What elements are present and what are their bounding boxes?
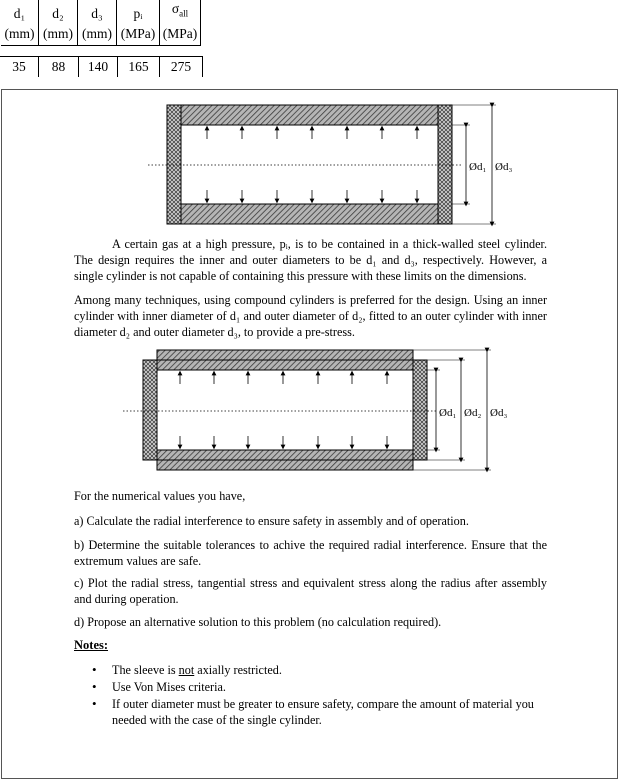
label-d1: Ød₁: [469, 161, 487, 173]
right-end-cap: [438, 105, 452, 224]
note-3: • If outer diameter must be greater to ensure safety, compare the amount of material you needed with the case of the single cylinder.: [92, 696, 550, 728]
top-wall: [167, 105, 452, 125]
left-end-cap-2: [143, 360, 157, 460]
symbol-pi: pᵢ: [117, 0, 160, 23]
pressure-arrows-top-2: [180, 373, 387, 384]
outer-cylinder-bottom: [157, 460, 413, 470]
bottom-wall: [167, 204, 452, 224]
figure-single-cylinder: [148, 105, 512, 224]
label-d3-2: Ød₃: [490, 407, 508, 419]
note-1-underlined: not: [178, 663, 195, 677]
symbol-sigma-all: $\sigma_{all}$: [160, 0, 201, 23]
value-d2: 88: [39, 57, 79, 78]
unit-sigma-all: (MPa): [160, 23, 201, 46]
label-d3: Ød₃: [495, 161, 513, 173]
notes-list: [92, 662, 550, 729]
note-1-post: axially restricted.: [194, 663, 282, 677]
label-d1-2: Ød₁: [439, 407, 457, 419]
right-end-cap-2: [413, 360, 427, 460]
compound-paragraph: Among many techniques, using compound cylinders is preferred for the design. Using an inner cylinder with inner diameter of d₁ and outer diameter of d₂, fitted to an outer cylinder with inner diameter d₂ and outer diameter d₃, to provide a pre-stress.: [74, 293, 547, 339]
label-d2-2: Ød₂: [464, 407, 482, 419]
intro-paragraph: A certain gas at a high pressure, pᵢ, is to be contained in a thick-walled steel cylinder. The design requires the inner and outer diameters to be d₁ and d₃, respectively. However, a single cylinder is not capable of containing this pressure with these limits on the dimensions.: [74, 237, 547, 283]
unit-d2: (mm): [39, 23, 78, 46]
question-b: b) Determine the suitable tolerances to achive the required radial interference. Ensure that the extremum values are safe.: [74, 538, 547, 568]
value-sigma-all: 275: [160, 57, 203, 78]
outer-cylinder-top: [157, 350, 413, 360]
value-pi: 165: [118, 57, 160, 78]
note-1-pre: The sleeve is: [112, 663, 179, 677]
notes-heading: Notes:: [74, 638, 109, 652]
note-1: [92, 662, 550, 678]
pressure-arrows-bottom-2: [180, 436, 387, 447]
unit-d3: (mm): [78, 23, 117, 46]
question-d: d) Propose an alternative solution to this problem (no calculation required).: [74, 615, 442, 629]
inner-cylinder-top: [157, 360, 413, 370]
pressure-arrows-top: [207, 128, 417, 139]
sigma-subscript: all: [179, 8, 189, 19]
question-c: c) Plot the radial stress, tangential stress and equivalent stress along the radius after assembly and during operation.: [74, 576, 547, 606]
note-2: • Use Von Mises criteria.: [92, 679, 550, 695]
pressure-arrows-bottom: [207, 190, 417, 201]
unit-d1: (mm): [1, 23, 39, 46]
value-d1: 35: [0, 57, 39, 78]
symbol-d3: d₃: [78, 0, 117, 23]
left-end-cap: [167, 105, 181, 224]
unit-pi: (MPa): [117, 23, 160, 46]
value-d3: 140: [79, 57, 118, 78]
symbol-d1: d₁: [1, 0, 39, 23]
question-a: a) Calculate the radial interference to ensure safety in assembly and of operation.: [74, 514, 469, 528]
symbol-d2: d₂: [39, 0, 78, 23]
inner-cylinder-bottom: [157, 450, 413, 460]
for-values-line: For the numerical values you have,: [74, 489, 246, 503]
figure-compound-cylinder: [123, 350, 507, 470]
